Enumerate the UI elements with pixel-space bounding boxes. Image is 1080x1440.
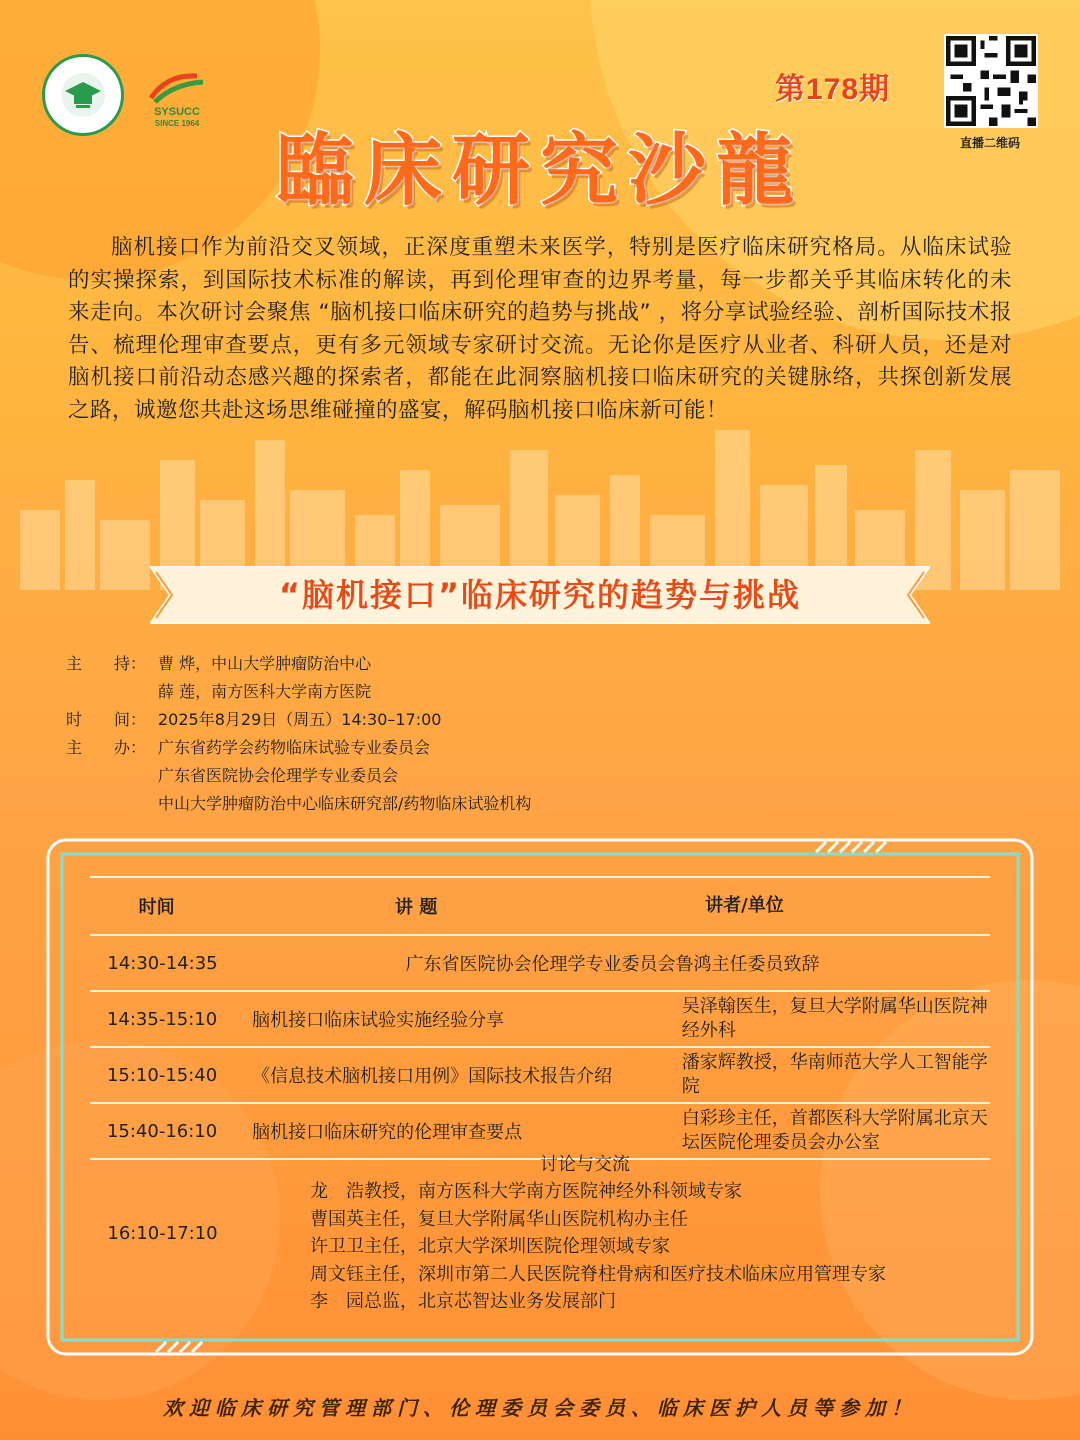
- event-info: [66, 650, 531, 818]
- organizer-2: 广东省医院协会伦理学专业委员会: [158, 766, 399, 785]
- wave-logo-icon: [147, 70, 207, 106]
- header-speaker: 讲者/单位: [705, 895, 784, 916]
- row-topic: 脑机接口临床试验实施经验分享: [252, 1010, 505, 1031]
- society-logo: [42, 54, 124, 136]
- panelist: 周文钰主任，深圳市第二人民医院脊柱骨病和医疗技术临床应用管理专家: [310, 1263, 886, 1285]
- row-opening: 广东省医院协会伦理学专业委员会鲁鸿主任委员致辞: [405, 954, 820, 975]
- city-skyline-decoration: [0, 420, 1080, 590]
- discussion-block: [235, 1151, 886, 1316]
- organizer-3: 中山大学肿瘤防治中心临床研究部/药物临床试验机构: [158, 794, 532, 813]
- live-qr-code[interactable]: [944, 34, 1038, 128]
- header-time: 时间: [138, 897, 175, 918]
- row-speaker: 吴泽翰医生，复旦大学附属华山医院神经外科: [681, 996, 988, 1041]
- row-topic: 脑机接口临床研究的伦理审查要点: [252, 1122, 523, 1143]
- organizer-logos: [42, 54, 212, 136]
- graduation-cap-icon: [59, 71, 107, 119]
- table-row-discussion: [90, 1153, 990, 1312]
- row-speaker: 白彩珍主任，首都医科大学附属北京天坛医院伦理委员会办公室: [681, 1108, 988, 1153]
- event-time: 2025年8月29日（周五）14:30–17:00: [158, 710, 442, 729]
- topic-title: “脑机接口”临床研究的趋势与挑战: [278, 576, 802, 614]
- host-1: 曹 烨，中山大学肿瘤防治中心: [158, 654, 372, 673]
- intro-paragraph: 脑机接口作为前沿交叉领域，正深度重塑未来医学，特别是医疗临床研究格局。从临床试验的实操探索，到国际技术标准的解读，再到伦理审查的边界考量，每一步都关乎其临床转化的未来走向。本次研讨会聚焦 “脑机接口临床研究的趋势与挑战” ，将分享试验经验、剖析国际技术报告、梳理伦理审查要点，更有多元领域专家研讨交流。无论你是医疗从业者、科研人员，还是对脑机接口前沿动态感兴趣的探索者，都能在此洞察脑机接口临床研究的关键脉络，共探创新发展之路，诚邀您共赴这场思维碰撞的盛宴，解码脑机接口临床新可能！: [68, 235, 1012, 423]
- poster-title: 臨床研究沙龍: [275, 125, 804, 216]
- discussion-title: 讨论与交流: [540, 1153, 630, 1175]
- organizer-1: 广东省药学会药物临床试验专业委员会: [158, 738, 431, 757]
- table-row: [90, 992, 990, 1048]
- row-topic: 《信息技术脑机接口用例》国际技术报告介绍: [252, 1066, 613, 1087]
- row-time: 15:10-15:40: [106, 1064, 218, 1086]
- row-time: 14:30-14:35: [107, 952, 218, 974]
- header-topic: 讲 题: [395, 897, 438, 918]
- sysucc-name: SYSUCC: [154, 106, 200, 118]
- qr-code-icon: [946, 36, 1036, 126]
- qr-label: 直播二维码: [959, 136, 1020, 150]
- table-row: [90, 1048, 990, 1104]
- row-time: 16:10-17:10: [107, 1222, 218, 1244]
- table-row: [90, 936, 990, 992]
- time-label: 时 间：: [66, 710, 147, 729]
- host-label: 主 持：: [66, 654, 147, 673]
- organizer-label: 主 办：: [66, 738, 147, 757]
- panelist: 龙 浩教授，南方医科大学南方医院神经外科领域专家: [310, 1181, 742, 1202]
- panelist: 许卫卫主任，北京大学深圳医院伦理领域专家: [310, 1236, 670, 1257]
- row-time: 14:35-15:10: [106, 1008, 218, 1030]
- row-time: 15:40-16:10: [106, 1120, 218, 1142]
- panelist: 曹国英主任，复旦大学附属华山医院机构办主任: [310, 1208, 688, 1230]
- issue-number: 第178期: [775, 73, 891, 106]
- row-speaker: 潘家辉教授，华南师范大学人工智能学院: [681, 1052, 988, 1097]
- panelist: 李 园总监，北京芯智达业务发展部门: [310, 1291, 616, 1312]
- schedule-table: [90, 876, 990, 1312]
- footer-invitation: 欢迎临床研究管理部门、伦理委员会委员、临床医护人员等参加！: [163, 1396, 917, 1420]
- table-header: [90, 876, 990, 936]
- host-2: 薛 莲，南方医科大学南方医院: [158, 682, 372, 701]
- sysucc-since: SINCE 1964: [154, 119, 200, 128]
- sysucc-logo: [142, 60, 212, 130]
